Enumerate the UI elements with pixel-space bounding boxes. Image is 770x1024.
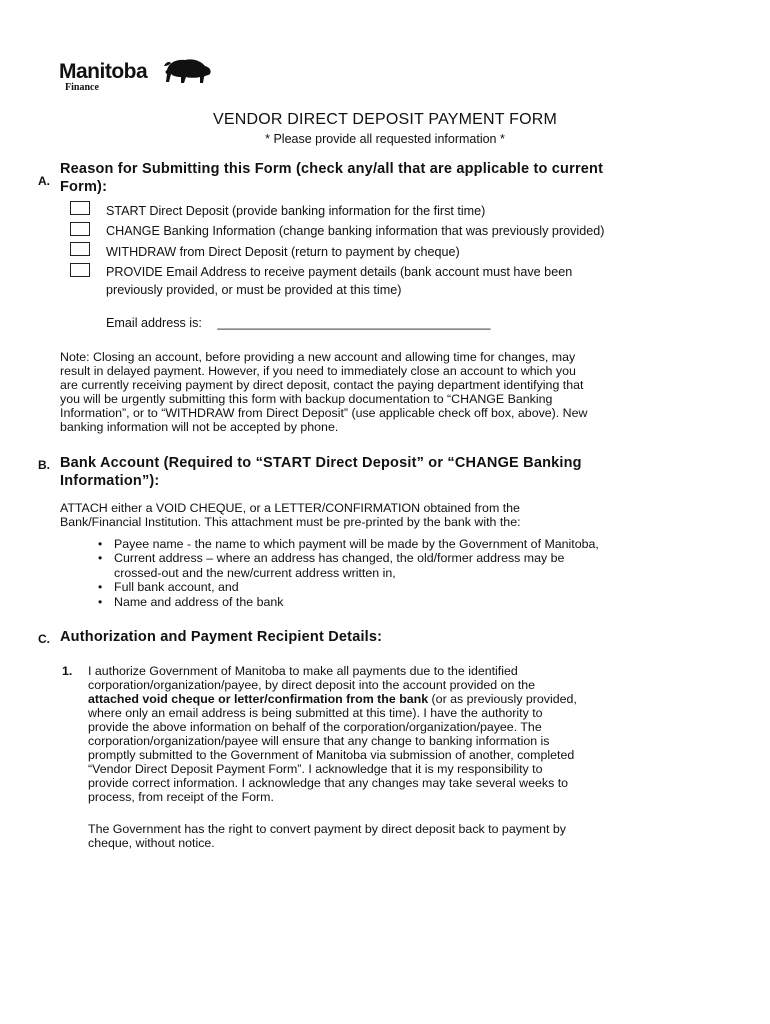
section-a-heading-line: Reason for Submitting this Form (check any/all that are applicable to current bbox=[60, 161, 604, 177]
section-c-heading: Authorization and Payment Recipient Details: bbox=[60, 629, 383, 645]
section-c-letter: C. bbox=[38, 632, 50, 646]
auth-bold-text: attached void cheque or letter/confirmation from the bank bbox=[88, 692, 429, 706]
auth-line: corporation/organization/payee, by direct deposit into the account provided on the bbox=[88, 678, 536, 692]
option-provide-email-label-cont: previously provided, or must be provided at this time) bbox=[106, 283, 402, 297]
checkbox-provide-email[interactable] bbox=[70, 263, 90, 277]
auth-rest-text: (or as previously provided, bbox=[428, 692, 577, 706]
section-b-heading-line: Information”): bbox=[60, 473, 160, 489]
section-a-heading-line: Form): bbox=[60, 179, 108, 195]
checkbox-start[interactable] bbox=[70, 201, 90, 215]
logo-wordmark: Manitoba bbox=[59, 60, 148, 83]
auth-line: I authorize Government of Manitoba to make all payments due to the identified bbox=[88, 664, 518, 678]
section-b-letter: B. bbox=[38, 458, 50, 472]
email-input-line[interactable]: _______________________________________ bbox=[217, 316, 491, 330]
bullet-current-address: Current address – where an address has changed, the old/former address may be bbox=[114, 551, 565, 565]
bullet-dot: • bbox=[98, 551, 103, 565]
checkbox-change[interactable] bbox=[70, 222, 90, 236]
note-line: result in delayed payment. However, if you need to immediately close an account to which you bbox=[60, 364, 576, 378]
auth-line-mixed bbox=[88, 692, 577, 706]
section-a-heading bbox=[60, 160, 603, 196]
auth-line: provide the above information on behalf of the corporation/organization/payee. The bbox=[88, 720, 542, 734]
email-label: Email address is: bbox=[106, 316, 202, 330]
intro-line: ATTACH either a VOID CHEQUE, or a LETTER/CONFIRMATION obtained from the bbox=[60, 501, 520, 515]
auth-line: where only an email address is being submitted at this time). I have the authority to bbox=[88, 706, 543, 720]
logo-department: Finance bbox=[65, 82, 99, 93]
convert-line: cheque, without notice. bbox=[88, 836, 215, 850]
convert-payment-paragraph bbox=[88, 822, 566, 850]
section-b-heading bbox=[60, 454, 582, 490]
section-b-intro bbox=[60, 501, 521, 529]
auth-line: process, from receipt of the Form. bbox=[88, 790, 274, 804]
option-start-label: START Direct Deposit (provide banking information for the first time) bbox=[106, 204, 486, 218]
bullet-dot: • bbox=[98, 580, 103, 594]
bullet-payee-name: Payee name - the name to which payment will be made by the Government of Manitoba, bbox=[114, 537, 599, 551]
bison-icon bbox=[163, 56, 213, 84]
auth-line: “Vendor Direct Deposit Payment Form”. I acknowledge that it is my responsibility to bbox=[88, 762, 543, 776]
email-row bbox=[106, 315, 491, 332]
bullet-bank-account: Full bank account, and bbox=[114, 580, 239, 594]
note-line: Information”, or to “WITHDRAW from Direct Deposit” (use applicable check off box, above). New bbox=[60, 406, 588, 420]
auth-line: promptly submitted to the Government of Manitoba via submission of another, completed bbox=[88, 748, 575, 762]
auth-line: corporation/organization/payee will ensure that any change to banking information is bbox=[88, 734, 550, 748]
section-b-heading-line: Bank Account (Required to “START Direct Deposit” or “CHANGE Banking bbox=[60, 455, 582, 471]
note-paragraph bbox=[60, 350, 587, 434]
form-title: VENDOR DIRECT DEPOSIT PAYMENT FORM bbox=[212, 111, 558, 128]
item-number: 1. bbox=[62, 664, 73, 678]
checkbox-withdraw[interactable] bbox=[70, 242, 90, 256]
auth-line: provide correct information. I acknowledge that any changes may take several weeks to bbox=[88, 776, 569, 790]
bullet-bank-name-address: Name and address of the bank bbox=[114, 595, 284, 609]
option-provide-email-label: PROVIDE Email Address to receive payment details (bank account must have been bbox=[106, 265, 573, 279]
note-line: are currently receiving payment by direct deposit, contact the paying department identifying that bbox=[60, 378, 584, 392]
section-a-letter: A. bbox=[38, 174, 50, 188]
bullet-dot: • bbox=[98, 595, 103, 609]
note-line: Note: Closing an account, before providing a new account and allowing time for changes, may bbox=[60, 350, 576, 364]
option-withdraw-label: WITHDRAW from Direct Deposit (return to payment by cheque) bbox=[106, 245, 460, 259]
option-change-label: CHANGE Banking Information (change banking information that was previously provided) bbox=[106, 224, 605, 238]
intro-line: Bank/Financial Institution. This attachment must be pre-printed by the bank with the: bbox=[60, 515, 521, 529]
note-line: you will be urgently submitting this form with backup documentation to “CHANGE Banking bbox=[60, 392, 553, 406]
authorization-paragraph bbox=[88, 664, 577, 804]
form-subtitle: * Please provide all requested information * bbox=[265, 132, 505, 146]
bullet-current-address-cont: crossed-out and the new/current address written in, bbox=[114, 566, 396, 580]
convert-line: The Government has the right to convert payment by direct deposit back to payment by bbox=[88, 822, 566, 836]
note-line: banking information will not be accepted by phone. bbox=[60, 420, 339, 434]
manitoba-logo bbox=[59, 56, 219, 96]
bullet-dot: • bbox=[98, 537, 103, 551]
